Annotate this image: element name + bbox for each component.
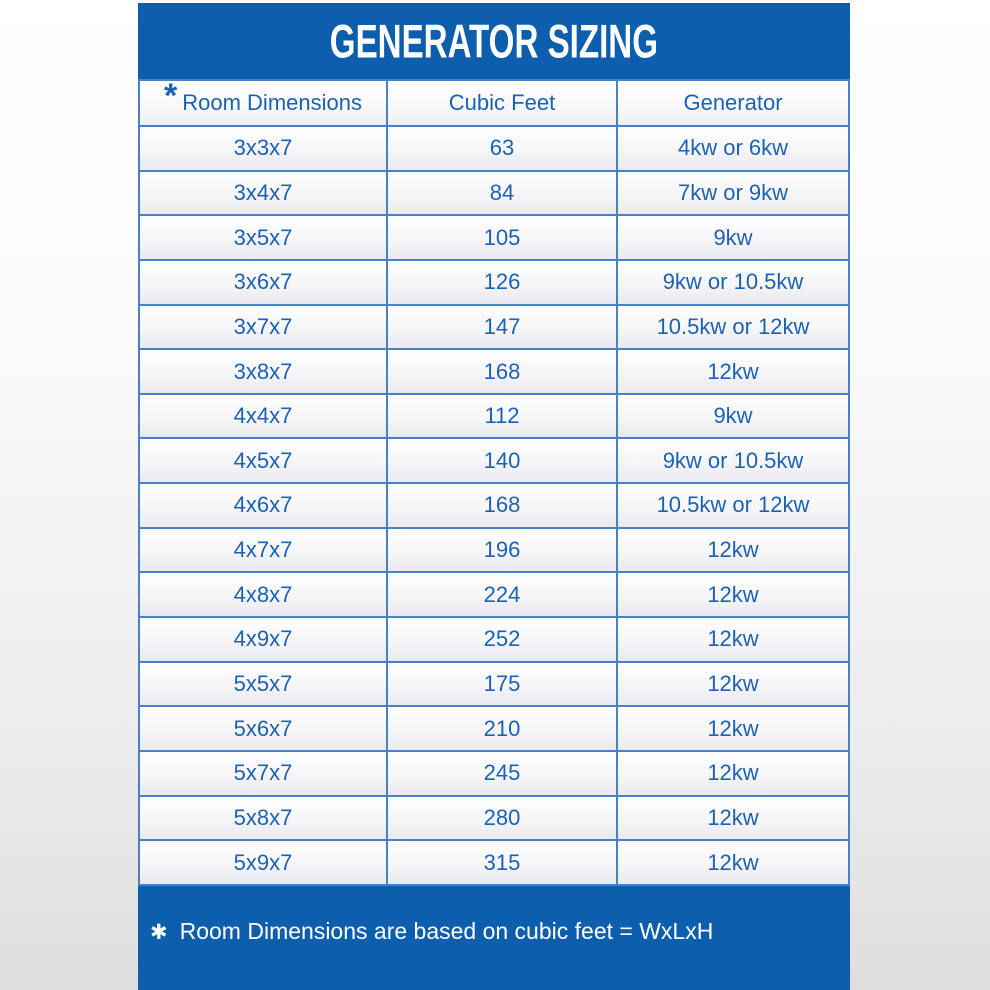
sizing-table <box>138 79 850 886</box>
cubic-feet-cell: 168 <box>388 484 618 527</box>
room-dimensions-cell: 4x4x7 <box>140 395 388 438</box>
cubic-feet-cell: 63 <box>388 127 618 170</box>
cubic-feet-cell: 126 <box>388 261 618 304</box>
room-dimensions-cell: 4x7x7 <box>140 529 388 572</box>
cubic-feet-cell: 252 <box>388 618 618 661</box>
generator-sizing-panel <box>138 3 850 990</box>
asterisk-icon: * <box>164 81 178 115</box>
generator-cell: 12kw <box>707 358 759 384</box>
cubic-feet-cell: 210 <box>388 707 618 750</box>
column-header-cubic-feet <box>388 81 618 125</box>
cubic-feet-cell: 140 <box>388 439 618 482</box>
generator-cell: 9kw or 10.5kw <box>662 269 804 295</box>
column-header-generator <box>618 81 848 125</box>
room-dimensions-cell: 3x5x7 <box>140 216 388 259</box>
footnote <box>138 886 850 990</box>
table-row <box>140 306 848 351</box>
room-dimensions-cell: 3x3x7 <box>140 127 388 170</box>
generator-cell: 10.5kw or 12kw <box>656 492 810 518</box>
column-header-label: Room Dimensions <box>182 90 362 115</box>
table-row <box>140 439 848 484</box>
generator-cell: 7kw or 9kw <box>677 179 789 205</box>
room-dimensions-cell: 5x5x7 <box>140 663 388 706</box>
generator-cell: 12kw <box>707 715 759 741</box>
table-row <box>140 797 848 842</box>
table-row <box>140 841 848 886</box>
table-row <box>140 261 848 306</box>
table-row <box>140 707 848 752</box>
generator-cell: 12kw <box>707 760 759 786</box>
table-row <box>140 573 848 618</box>
cubic-feet-cell: 84 <box>388 172 618 215</box>
title-band <box>138 3 850 79</box>
room-dimensions-cell: 4x6x7 <box>140 484 388 527</box>
table-row <box>140 484 848 529</box>
room-dimensions-cell: 3x7x7 <box>140 306 388 349</box>
generator-cell: 12kw <box>707 581 759 607</box>
generator-cell: 9kw or 10.5kw <box>662 447 804 473</box>
cubic-feet-cell: 224 <box>388 573 618 616</box>
column-header-label: Generator <box>683 90 783 115</box>
table-row <box>140 395 848 440</box>
generator-cell: 9kw <box>713 403 753 429</box>
table-row <box>140 216 848 261</box>
generator-cell: 4kw or 6kw <box>677 135 789 161</box>
cubic-feet-cell: 175 <box>388 663 618 706</box>
generator-cell: 12kw <box>707 849 759 875</box>
room-dimensions-cell: 4x9x7 <box>140 618 388 661</box>
cubic-feet-cell: 245 <box>388 752 618 795</box>
cubic-feet-cell: 196 <box>388 529 618 572</box>
table-row <box>140 350 848 395</box>
generator-cell: 9kw <box>713 224 753 250</box>
room-dimensions-cell: 5x9x7 <box>140 841 388 884</box>
room-dimensions-cell: 5x6x7 <box>140 707 388 750</box>
asterisk-icon: ✱ <box>150 920 168 944</box>
generator-cell: 12kw <box>707 804 759 830</box>
table-row <box>140 127 848 172</box>
cubic-feet-cell: 315 <box>388 841 618 884</box>
cubic-feet-cell: 105 <box>388 216 618 259</box>
room-dimensions-cell: 5x8x7 <box>140 797 388 840</box>
footnote-text: Room Dimensions are based on cubic feet = WxLxH <box>179 917 714 944</box>
column-header-room-dimensions <box>140 81 388 125</box>
room-dimensions-cell: 3x8x7 <box>140 350 388 393</box>
cubic-feet-cell: 112 <box>388 395 618 438</box>
room-dimensions-cell: 4x8x7 <box>140 573 388 616</box>
table-row <box>140 529 848 574</box>
room-dimensions-cell: 3x6x7 <box>140 261 388 304</box>
cubic-feet-cell: 280 <box>388 797 618 840</box>
table-row <box>140 752 848 797</box>
table-row <box>140 172 848 217</box>
generator-cell: 10.5kw or 12kw <box>656 313 810 339</box>
table-row <box>140 663 848 708</box>
generator-cell: 12kw <box>707 671 759 696</box>
table-header-row <box>140 81 848 127</box>
room-dimensions-cell: 5x7x7 <box>140 752 388 795</box>
cubic-feet-cell: 168 <box>388 350 618 393</box>
generator-cell: 12kw <box>707 537 759 563</box>
cubic-feet-cell: 147 <box>388 306 618 349</box>
room-dimensions-cell: 4x5x7 <box>140 439 388 482</box>
room-dimensions-cell: 3x4x7 <box>140 172 388 215</box>
generator-cell: 12kw <box>707 626 759 652</box>
table-row <box>140 618 848 663</box>
page-title: GENERATOR SIZING <box>329 14 659 68</box>
column-header-label: Cubic Feet <box>448 90 556 115</box>
